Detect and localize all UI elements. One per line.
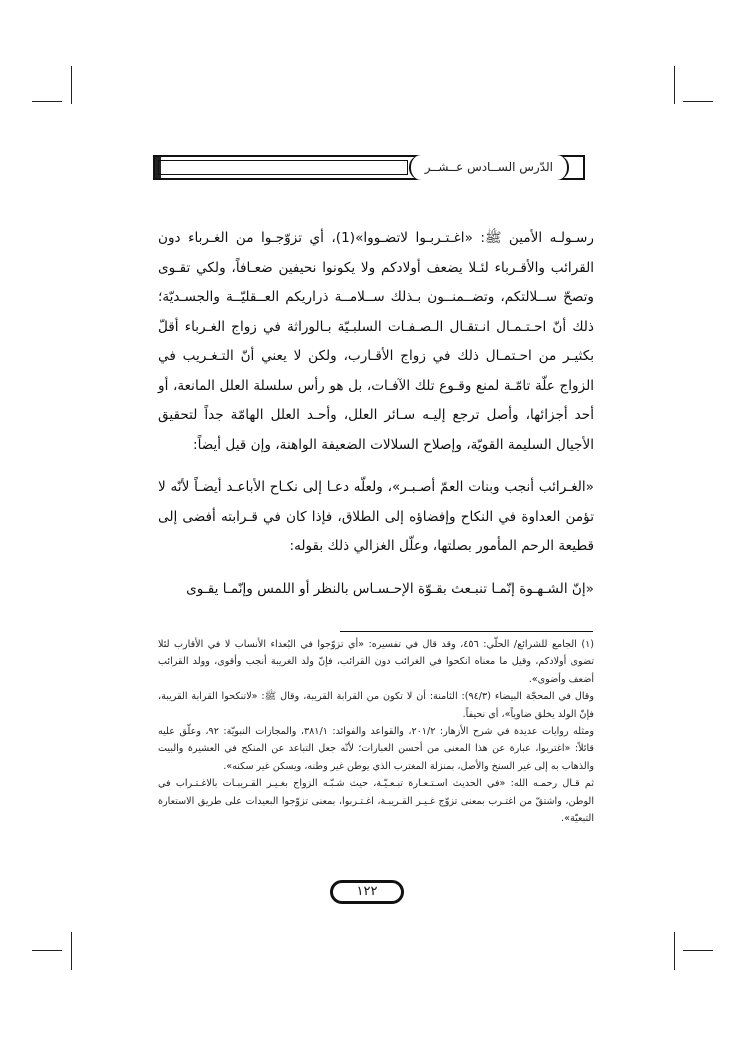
- crop-mark-bottom-left-h: [32, 950, 62, 951]
- crop-mark-bottom-right: [674, 932, 675, 970]
- body-paragraph: «الغـرائب أنجب وبنات العمّ أصـبـر»، ولعلّه دعـا إلى نكـاح الأباعـد أيضـاً لأنّه لا تؤمن العداوة في النكاح وإفضاؤه إلى الطلاق، فإذا كان في قـرابته أفضى إلى قطيعة الرحم المأمور بصلتها، وعلّل الغزالي ذلك بقوله:: [158, 479, 594, 554]
- main-text: [158, 224, 594, 604]
- crop-mark-top-left: [71, 66, 72, 104]
- header-title: الدّرس الســادس عــشــر: [409, 155, 569, 180]
- page-number-badge: [330, 880, 404, 904]
- footnote-separator: [340, 631, 593, 632]
- footnote: (١) الجامع للشرائع/ الحلّي: ٤٥٦، وقد قال في تفسيره: «أي تزوّجوا في البُعداء الأنساب لا في الأقارب لئلا تضوى أولادكم، وقيل ما معناه انكحوا في الغرائب دون القرائب، فإنّ ولد الغريبة أنجب وأقوى، وولد القرائب أضعف وأضوى».: [158, 639, 595, 685]
- body-paragraph: «إنّ الشـهـوة إنّمـا تنبـعث بقـوّة الإحـسـاس بالنظر أو اللمس وإنّمـا يقـوى: [186, 580, 594, 597]
- crop-mark-top-right: [674, 66, 675, 104]
- body-paragraph: رسـولـه الأمين ﷺ: «اغـتـربـوا لاتضـووا»(1)، أي تزوّجـوا من الغـرباء دون القرائب والأقـرباء لئـلا يضعف أولادكم ولا يكونوا نحيفين ضعـافاً، ولكي تقـوى وتصحّ ســلالتكم، وتضــمنــون بـذلك ســلامــة ذراريكم العــقليّــة والجسـديّة؛ ذلك أنّ احـتـمـال انـتقـال الـصـفـات السلبـيّة بـالوراثة في زواج الغـرباء أقلّ بكثيـر من احـتمـال ذلك في زواج الأقـارب، ولكن لا يعني أنّ التـغـريب في الزواج علّة تامّـة لمنع وقـوع تلك الآفـات، بل هو رأس سلسلة العلل المانعة، أو أحد أجزائها، وأصل ترجع إليـه سـائر العلل، وأحـد العلل الهامّة جداً لتحقيق الأجيال السليمة القويّة، وإصلاح السلالات الضعيفة الواهنة، وإن قيل أيضاً:: [158, 230, 594, 453]
- crop-mark-bottom-left: [71, 932, 72, 970]
- crop-mark-top-left-h: [32, 101, 62, 102]
- page-number: ١٢٢: [356, 884, 378, 899]
- footnote: ومثله روايات عديدة في شرح الأزهار: ٢٠١/٢، والقواعد والفوائد: ٣٨١/١، والمجازات النبويّة: ٩٢، وعلّق عليه قائلاً: «اغتربوا، عبارة عن هذا المعنى من أحسن العبارات؛ لأنّه جعل التباعد عن المنكح في العشيرة والبيت والذهاب به إلى غير السنخ والأصل، بمنزلة المغترب الذي يوطن غير وطنه، ويسكن غير سكنه».: [158, 726, 595, 772]
- crop-mark-top-right-h: [683, 101, 713, 102]
- footnote: ثم قـال رحمـه الله: «في الحديث اسـتـعـارة تبـعـيّـة، حيث شـبّـه الزواج بغـيـر القـريبـات بالاغـتـراب في الوطن، واشتقّ من اغتـرب بمعنى تزوّج غـيـر القـريبـة، اغـتـربوا، بمعنى تزوّجوا البعيدات على طريق الاستعارة التبعيّة».: [158, 778, 594, 825]
- footnote: وقال في المحجّة البيضاء (٩٤/٣): الثامنة: أن لا تكون من القرابة القريبة، وقال ﷺ: «لاتنكحوا القرابة القريبة، فإنّ الولد يخلق ضاوياً»، أي نحيفاً.: [158, 691, 594, 720]
- header-inner-frame: [158, 160, 408, 175]
- crop-mark-bottom-right-h: [683, 950, 713, 951]
- footnotes: [158, 636, 594, 827]
